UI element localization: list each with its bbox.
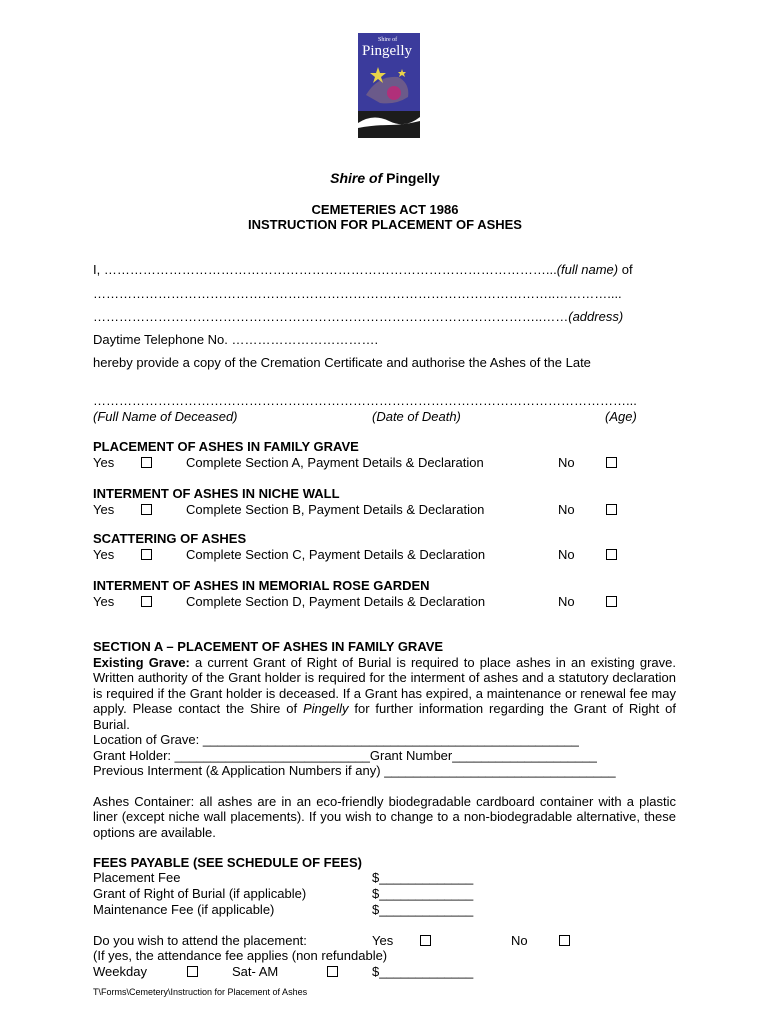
i-prefix: I, bbox=[93, 262, 104, 277]
option-no-label: No bbox=[558, 594, 575, 609]
attend-yes-label: Yes bbox=[372, 933, 394, 948]
deceased-name-label: (Full Name of Deceased) bbox=[93, 409, 238, 424]
attend-no-checkbox[interactable] bbox=[559, 935, 570, 946]
address-label: (address) bbox=[568, 309, 624, 324]
fee-label-grant: Grant of Right of Burial (if applicable) bbox=[93, 886, 307, 901]
footer-path: T\Forms\Cemetery\Instruction for Placement of Ashes bbox=[93, 987, 308, 997]
pingelly-text: Pingelly bbox=[386, 170, 440, 186]
option-yes-label: Yes bbox=[93, 502, 115, 517]
previous-interment-field[interactable] bbox=[93, 763, 616, 778]
grant-holder-field[interactable] bbox=[93, 748, 597, 763]
full-name-label: (full name) bbox=[556, 262, 619, 277]
shire-of-text: Shire of bbox=[330, 170, 383, 186]
deceased-line[interactable]: ……………………………………………………………………………………………………………... bbox=[93, 393, 637, 408]
option-instruction: Complete Section D, Payment Details & Declaration bbox=[186, 594, 486, 609]
location-line: ____________________________________________________ bbox=[202, 732, 579, 747]
existing-grave-label: Existing Grave: bbox=[93, 655, 190, 670]
grant-number-line: ____________________ bbox=[452, 748, 597, 763]
fee-value-grant[interactable]: $_____________ bbox=[372, 886, 474, 901]
attend-question: Do you wish to attend the placement: bbox=[93, 933, 307, 948]
option-heading: INTERMENT OF ASHES IN MEMORIAL ROSE GARDEN bbox=[93, 578, 430, 593]
option-yes-checkbox[interactable] bbox=[141, 504, 152, 515]
fee-value-maintenance[interactable]: $_____________ bbox=[372, 902, 474, 917]
fee-value-placement[interactable]: $_____________ bbox=[372, 870, 474, 885]
age-label: (Age) bbox=[605, 409, 637, 424]
existing-grave-paragraph bbox=[93, 655, 676, 732]
logo-text-main: Pingelly bbox=[362, 43, 413, 59]
option-no-label: No bbox=[558, 502, 575, 517]
full-name-dots: …………………………………………………………………………………………... bbox=[103, 262, 557, 277]
ashes-container-paragraph: Ashes Container: all ashes are in an eco-friendly biodegradable cardboard container with a plastic liner (except niche wall placements). If you wish to change to a non-biodegradable alternative, these options are available. bbox=[93, 794, 676, 840]
phone-dots: ……………………………. bbox=[231, 332, 379, 347]
previous-interment-label: Previous Interment (& Application Numbers if any) bbox=[93, 763, 385, 778]
attend-yes-checkbox[interactable] bbox=[420, 935, 431, 946]
section-a-heading: SECTION A – PLACEMENT OF ASHES IN FAMILY GRAVE bbox=[93, 639, 444, 654]
logo-text-top: Shire of bbox=[378, 37, 398, 43]
option-instruction: Complete Section C, Payment Details & Declaration bbox=[186, 547, 486, 562]
weekday-label: Weekday bbox=[93, 964, 147, 979]
option-no-checkbox[interactable] bbox=[606, 549, 617, 560]
grant-holder-label: Grant Holder: bbox=[93, 748, 175, 763]
option-instruction: Complete Section B, Payment Details & Declaration bbox=[186, 502, 485, 517]
grant-holder-line: ___________________________ bbox=[174, 748, 370, 763]
option-heading: INTERMENT OF ASHES IN NICHE WALL bbox=[93, 486, 340, 501]
location-label: Location of Grave: bbox=[93, 732, 203, 747]
weekday-checkbox[interactable] bbox=[187, 966, 198, 977]
address-line-1[interactable]: ……………………………………………………………………………………………..………….... bbox=[93, 286, 622, 301]
shire-name bbox=[0, 170, 770, 186]
shire-logo bbox=[358, 33, 420, 138]
document-title: INSTRUCTION FOR PLACEMENT OF ASHES bbox=[248, 217, 522, 232]
phone-label: Daytime Telephone No. bbox=[93, 332, 232, 347]
option-no-checkbox[interactable] bbox=[606, 457, 617, 468]
option-no-checkbox[interactable] bbox=[606, 596, 617, 607]
full-name-line[interactable] bbox=[93, 262, 633, 277]
fee-label-placement: Placement Fee bbox=[93, 870, 181, 885]
address-line-2[interactable] bbox=[93, 309, 623, 324]
existing-grave-pingelly: Pingelly bbox=[302, 701, 349, 717]
option-heading: SCATTERING OF ASHES bbox=[93, 531, 247, 546]
act-title: CEMETERIES ACT 1986 bbox=[311, 202, 459, 217]
option-yes-checkbox[interactable] bbox=[141, 549, 152, 560]
authorisation-statement: hereby provide a copy of the Cremation Certificate and authorise the Ashes of the Late bbox=[93, 355, 591, 370]
option-no-label: No bbox=[558, 455, 575, 470]
fees-heading: FEES PAYABLE (SEE SCHEDULE OF FEES) bbox=[93, 855, 362, 870]
existing-grave-text-2: for further information regarding the Grant of Right of Burial. bbox=[93, 701, 676, 732]
option-yes-checkbox[interactable] bbox=[141, 596, 152, 607]
option-yes-checkbox[interactable] bbox=[141, 457, 152, 468]
date-of-death-label: (Date of Death) bbox=[372, 409, 461, 424]
option-no-checkbox[interactable] bbox=[606, 504, 617, 515]
attend-no-label: No bbox=[511, 933, 528, 948]
grant-number-label: Grant Number bbox=[369, 748, 453, 763]
option-yes-label: Yes bbox=[93, 455, 115, 470]
of-suffix: of bbox=[618, 262, 633, 277]
option-yes-label: Yes bbox=[93, 547, 115, 562]
fee-label-maintenance: Maintenance Fee (if applicable) bbox=[93, 902, 275, 917]
existing-grave-text-1: a current Grant of Right of Burial is required to place ashes in an existing grave. Written authority of the Grant holder is required for the interment of ashes and a statutory declaration is required if the Grant holder is deceased. If a Grant has expired, a maintenance or renewal fee may apply. Please contact the Shire of bbox=[93, 655, 676, 717]
address-dots: …………………………………………………………………………………………..…… bbox=[93, 309, 569, 324]
phone-line[interactable] bbox=[93, 332, 378, 347]
sat-am-checkbox[interactable] bbox=[327, 966, 338, 977]
location-of-grave-field[interactable] bbox=[93, 732, 579, 747]
option-instruction: Complete Section A, Payment Details & Declaration bbox=[186, 455, 484, 470]
sat-am-label: Sat- AM bbox=[232, 964, 279, 979]
attend-fee-value[interactable]: $_____________ bbox=[372, 964, 474, 979]
attend-note: (If yes, the attendance fee applies (non refundable) bbox=[93, 948, 388, 963]
option-heading: PLACEMENT OF ASHES IN FAMILY GRAVE bbox=[93, 439, 359, 454]
option-no-label: No bbox=[558, 547, 575, 562]
option-yes-label: Yes bbox=[93, 594, 115, 609]
previous-interment-line: ________________________________ bbox=[384, 763, 616, 778]
